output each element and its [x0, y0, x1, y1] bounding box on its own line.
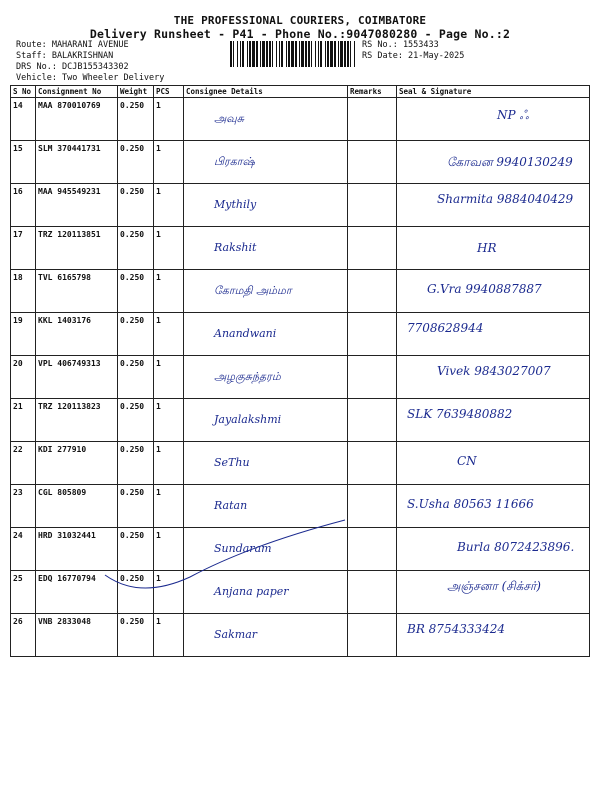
consignee-handwriting: Sakmar — [214, 628, 258, 641]
signature-cell — [397, 313, 590, 356]
consignment-cell: TRZ 120113823 — [36, 399, 118, 442]
sno-cell: 19 — [11, 313, 36, 356]
consignee-cell — [184, 571, 348, 614]
table-row — [11, 571, 590, 614]
barcode-bar — [354, 41, 355, 67]
barcode-bar — [299, 41, 300, 67]
consignee-cell — [184, 399, 348, 442]
signature-cell — [397, 485, 590, 528]
weight-cell: 0.250 — [118, 485, 154, 528]
consignment-cell: TRZ 120113851 — [36, 227, 118, 270]
weight-cell: 0.250 — [118, 227, 154, 270]
table-row — [11, 98, 590, 141]
table-row — [11, 141, 590, 184]
sno-cell: 25 — [11, 571, 36, 614]
consignee-handwriting: Ratan — [214, 499, 248, 512]
weight-cell: 0.250 — [118, 614, 154, 657]
signature-cell — [397, 571, 590, 614]
col-pcs: PCS — [154, 86, 184, 98]
table-row — [11, 528, 590, 571]
sno-cell: 26 — [11, 614, 36, 657]
weight-cell: 0.250 — [118, 270, 154, 313]
table-row — [11, 270, 590, 313]
sno-cell: 16 — [11, 184, 36, 227]
consignment-cell: EDQ 16770794 — [36, 571, 118, 614]
barcode-bar — [249, 41, 251, 67]
consignment-cell: HRD 31032441 — [36, 528, 118, 571]
pcs-cell: 1 — [154, 528, 184, 571]
sno-cell: 23 — [11, 485, 36, 528]
remarks-cell — [348, 98, 397, 141]
pcs-cell: 1 — [154, 98, 184, 141]
table-row — [11, 227, 590, 270]
rs-date: RS Date: 21-May-2025 — [362, 51, 465, 61]
table-row — [11, 614, 590, 657]
barcode-bar — [242, 41, 244, 67]
remarks-cell — [348, 614, 397, 657]
drs-label: DRS No.: DCJB155343302 — [16, 62, 129, 72]
signature-cell — [397, 614, 590, 657]
pcs-cell: 1 — [154, 485, 184, 528]
weight-cell: 0.250 — [118, 98, 154, 141]
remarks-cell — [348, 141, 397, 184]
pcs-cell: 1 — [154, 399, 184, 442]
remarks-cell — [348, 356, 397, 399]
barcode-bar — [286, 41, 287, 67]
barcode-bar — [301, 41, 304, 67]
sno-cell: 14 — [11, 98, 36, 141]
barcode-bar — [344, 41, 346, 67]
vehicle-label: Vehicle: Two Wheeler Delivery — [16, 73, 165, 83]
col-weight: Weight — [118, 86, 154, 98]
pcs-cell: 1 — [154, 313, 184, 356]
consignment-cell: VPL 406749313 — [36, 356, 118, 399]
signature-cell — [397, 399, 590, 442]
signature-handwriting: Vivek 9843027007 — [437, 364, 551, 378]
consignee-handwriting: Mythily — [214, 198, 257, 211]
consignment-cell: CGL 805809 — [36, 485, 118, 528]
barcode-bar — [325, 41, 326, 67]
weight-cell: 0.250 — [118, 528, 154, 571]
weight-cell: 0.250 — [118, 442, 154, 485]
consignment-cell: KDI 277910 — [36, 442, 118, 485]
pcs-cell: 1 — [154, 356, 184, 399]
signature-cell — [397, 442, 590, 485]
runsheet-subtitle: Delivery Runsheet - P41 - Phone No.:9047080280 - Page No.:2 — [89, 27, 511, 41]
barcode-bar — [269, 41, 271, 67]
remarks-cell — [348, 227, 397, 270]
barcode-bar — [230, 41, 232, 67]
barcode-bar — [334, 41, 336, 67]
sno-cell: 20 — [11, 356, 36, 399]
runsheet-table — [10, 85, 590, 657]
barcode-bar — [288, 41, 290, 67]
signature-handwriting: BR 8754333424 — [407, 622, 506, 636]
barcode-bar — [338, 41, 339, 67]
consignment-cell: VNB 2833048 — [36, 614, 118, 657]
pcs-cell: 1 — [154, 442, 184, 485]
signature-cell — [397, 98, 590, 141]
table-row — [11, 313, 590, 356]
consignee-cell — [184, 528, 348, 571]
consignee-handwriting: Sundaram — [214, 542, 272, 555]
weight-cell: 0.250 — [118, 356, 154, 399]
barcode-bar — [320, 41, 322, 67]
table-header-row — [11, 86, 590, 98]
barcode-bar — [279, 41, 280, 67]
signature-handwriting: 7708628944 — [407, 321, 484, 335]
sno-cell: 15 — [11, 141, 36, 184]
remarks-cell — [348, 399, 397, 442]
consignee-handwriting: கோமதி அம்மா — [214, 284, 292, 297]
signature-handwriting: கோவன 9940130249 — [447, 155, 573, 169]
col-sno: S No — [11, 86, 36, 98]
table-row — [11, 442, 590, 485]
remarks-cell — [348, 528, 397, 571]
meta-right — [362, 40, 464, 62]
consignment-cell: SLM 370441731 — [36, 141, 118, 184]
table-row — [11, 356, 590, 399]
consignee-handwriting: SeThu — [214, 456, 250, 469]
consignee-cell — [184, 227, 348, 270]
barcode-bar — [295, 41, 297, 67]
weight-cell: 0.250 — [118, 141, 154, 184]
signature-cell — [397, 141, 590, 184]
consignee-handwriting: அவுசு — [214, 112, 244, 125]
consignee-cell — [184, 98, 348, 141]
sno-cell: 21 — [11, 399, 36, 442]
barcode-bar — [240, 41, 241, 67]
signature-handwriting: G.Vra 9940887887 — [427, 282, 542, 296]
table-row — [11, 399, 590, 442]
pcs-cell: 1 — [154, 227, 184, 270]
remarks-cell — [348, 184, 397, 227]
barcode-bar — [276, 41, 277, 67]
signature-cell — [397, 528, 590, 571]
barcode-bar — [266, 41, 268, 67]
signature-handwriting: HR — [477, 241, 497, 255]
remarks-cell — [348, 270, 397, 313]
consignee-cell — [184, 184, 348, 227]
signature-cell — [397, 184, 590, 227]
barcode-bar — [340, 41, 343, 67]
signature-handwriting: CN — [457, 454, 477, 468]
barcode-bar — [233, 41, 234, 67]
consignee-handwriting: Anandwani — [214, 327, 277, 340]
consignee-handwriting: அழகுசுந்தரம் — [214, 370, 281, 383]
consignee-cell — [184, 141, 348, 184]
signature-handwriting: S.Usha 80563 11666 — [407, 497, 534, 511]
barcode-bar — [308, 41, 310, 67]
barcode-bar — [327, 41, 329, 67]
consignee-handwriting: Anjana paper — [214, 585, 289, 598]
col-consignee: Consignee Details — [184, 86, 348, 98]
sno-cell: 18 — [11, 270, 36, 313]
sno-cell: 24 — [11, 528, 36, 571]
remarks-cell — [348, 571, 397, 614]
pcs-cell: 1 — [154, 141, 184, 184]
signature-handwriting: அஞ்சனா (சிக்சர்) — [447, 579, 541, 593]
barcode-bar — [330, 41, 333, 67]
page-title: THE PROFESSIONAL COURIERS, COIMBATORE — [173, 14, 427, 27]
barcode-icon — [230, 41, 358, 67]
table-row — [11, 184, 590, 227]
barcode-bar — [237, 41, 238, 67]
barcode-bar — [311, 41, 312, 67]
weight-cell: 0.250 — [118, 313, 154, 356]
consignee-cell — [184, 270, 348, 313]
barcode-bar — [281, 41, 283, 67]
barcode-bar — [291, 41, 294, 67]
remarks-cell — [348, 485, 397, 528]
sno-cell: 22 — [11, 442, 36, 485]
consignment-cell: KKL 1403176 — [36, 313, 118, 356]
signature-handwriting: NP ஃ — [497, 108, 529, 122]
barcode-bar — [350, 41, 351, 67]
consignee-cell — [184, 356, 348, 399]
barcode-bar — [318, 41, 319, 67]
col-consignment: Consignment No — [36, 86, 118, 98]
barcode-bar — [247, 41, 248, 67]
barcode-bar — [256, 41, 258, 67]
signature-handwriting: SLK 7639480882 — [407, 407, 513, 421]
consignee-handwriting: பிரகாஷ் — [214, 155, 255, 168]
signature-cell — [397, 356, 590, 399]
consignee-cell — [184, 313, 348, 356]
consignee-handwriting: Jayalakshmi — [214, 413, 282, 426]
route-label: Route: MAHARANI AVENUE — [16, 40, 129, 50]
remarks-cell — [348, 442, 397, 485]
consignment-cell: MAA 945549231 — [36, 184, 118, 227]
barcode-bar — [262, 41, 265, 67]
col-signature: Seal & Signature — [397, 86, 590, 98]
consignee-handwriting: Rakshit — [214, 241, 257, 254]
consignment-cell: MAA 870010769 — [36, 98, 118, 141]
rs-number: RS No.: 1553433 — [362, 40, 439, 50]
consignee-cell — [184, 485, 348, 528]
weight-cell: 0.250 — [118, 571, 154, 614]
consignee-cell — [184, 442, 348, 485]
consignee-cell — [184, 614, 348, 657]
signature-handwriting: Sharmita 9884040429 — [437, 192, 574, 206]
table-row — [11, 485, 590, 528]
staff-label: Staff: BALAKRISHNAN — [16, 51, 114, 61]
col-remarks: Remarks — [348, 86, 397, 98]
signature-handwriting: Burla 8072423896. — [457, 540, 575, 554]
barcode-bar — [347, 41, 349, 67]
consignment-cell: TVL 6165798 — [36, 270, 118, 313]
weight-cell: 0.250 — [118, 184, 154, 227]
pcs-cell: 1 — [154, 614, 184, 657]
signature-cell — [397, 227, 590, 270]
barcode-bar — [315, 41, 316, 67]
meta-left — [16, 40, 164, 84]
pcs-cell: 1 — [154, 270, 184, 313]
barcode-bar — [305, 41, 307, 67]
remarks-cell — [348, 313, 397, 356]
pcs-cell: 1 — [154, 184, 184, 227]
pcs-cell: 1 — [154, 571, 184, 614]
sno-cell: 17 — [11, 227, 36, 270]
weight-cell: 0.250 — [118, 399, 154, 442]
barcode-bar — [260, 41, 261, 67]
barcode-bar — [272, 41, 273, 67]
signature-cell — [397, 270, 590, 313]
barcode-bar — [252, 41, 255, 67]
